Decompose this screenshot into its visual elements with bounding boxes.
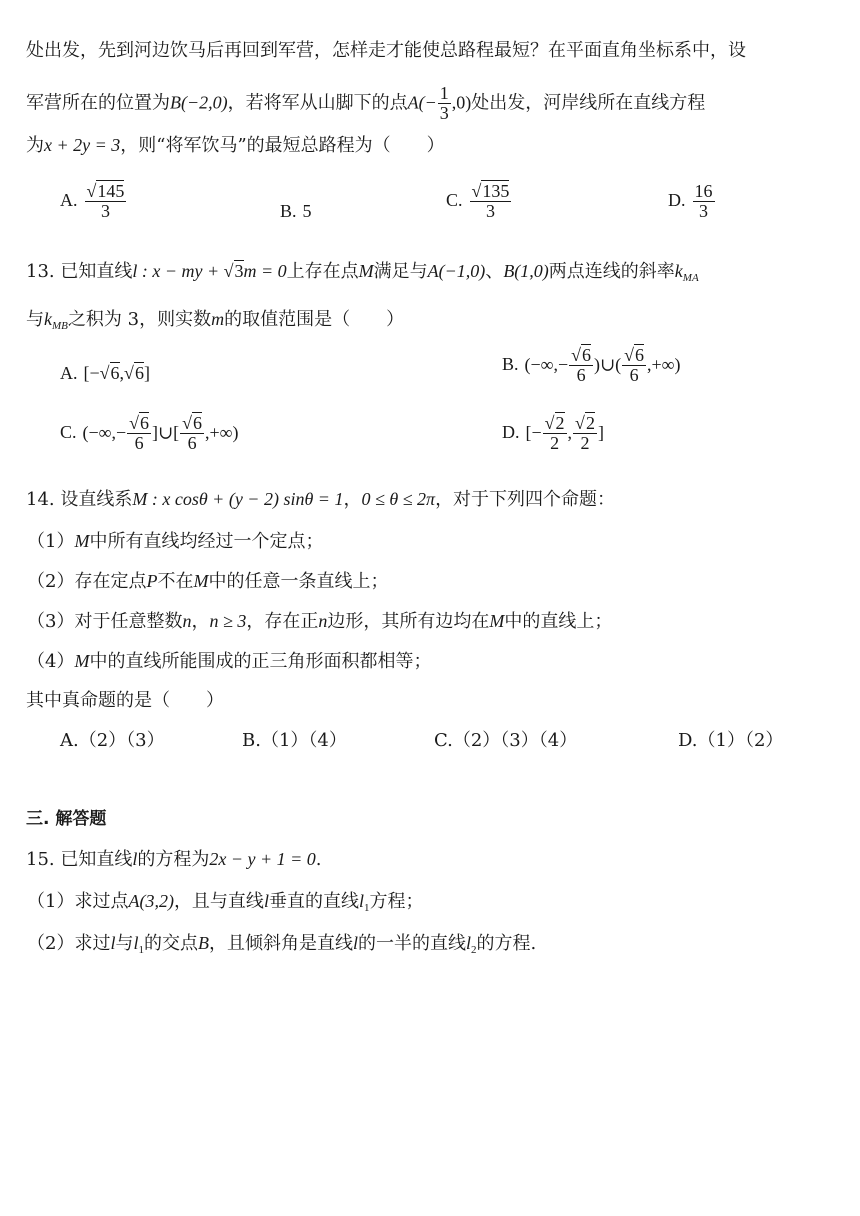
q15-line-1: 15. 已知直线l的方程为2x − y + 1 = 0. [26, 849, 322, 870]
q14-statement-3: （3）对于任意整数n，n ≥ 3，存在正n边形，其所有边均在M中的直线上； [27, 611, 613, 632]
q13-line-2: 与$k_{MB}$之积为 3，则实数m的取值范围是（ ） [26, 309, 405, 332]
q12-option-a[interactable]: A. $\frac{√145}{3}$ [60, 181, 125, 221]
q12-option-b[interactable]: B. 5 [280, 201, 312, 221]
q12-option-d[interactable]: D. $\frac{16}{3}$ [668, 181, 713, 221]
q14-option-a[interactable]: A.（2）（3） [60, 730, 165, 751]
q12-option-c[interactable]: C. $\frac{√135}{3}$ [446, 181, 510, 221]
q14-option-c[interactable]: C.（2）（3）（4） [434, 730, 578, 751]
q13-line-1: 13. 已知直线l : x − my + √3m = 0上存在点M满足与A(−1,0)、B(1,0)两点连线的斜率$k_{MA}$ [26, 261, 699, 284]
section-heading: 三. 解答题 [26, 809, 107, 829]
q15-part-2: （2）求过l与$l_1$的交点B，且倾斜角是直线l的一半的直线$l_2$的方程. [27, 933, 537, 956]
q13-option-c[interactable]: C. (−∞,− $\frac{√6}{6}$ ]∪[ $\frac{√6}{6}$ ,+∞) [60, 413, 239, 453]
q14-statement-4: （4）M中的直线所能围成的正三角形面积都相等； [27, 651, 432, 672]
q14-statement-2: （2）存在定点P不在M中的任意一条直线上； [27, 571, 389, 592]
q14-statement-1: （1）M中所有直线均经过一个定点； [27, 531, 324, 552]
q14-line-1: 14. 设直线系M : x cosθ + (y − 2) sinθ = 1，0 ≤ θ ≤ 2π，对于下列四个命题： [26, 489, 616, 510]
q12-line-3: 为x + 2y = 3，则“将军饮马”的最短总路程为（ ） [26, 135, 445, 156]
q15-part-1: （1）求过点A(3,2)，且与直线l垂直的直线$l_1$方程； [27, 891, 424, 914]
q14-option-b[interactable]: B.（1）（4） [242, 730, 347, 751]
q14-question: 其中真命题的是（ ） [26, 690, 224, 711]
q13-option-d[interactable]: D. [− $\frac{√2}{2}$ , $\frac{√2}{2}$ ] [502, 413, 604, 453]
q12-line-1: 处出发，先到河边饮马后再回到军营，怎样走才能使总路程最短？在平面直角坐标系中，设 [26, 40, 746, 61]
q13-option-a[interactable]: A. [−√6,√6] [60, 363, 150, 383]
q13-option-b[interactable]: B. (−∞,− $\frac{√6}{6}$ )∪( $\frac{√6}{6}$ ,+∞) [502, 345, 681, 385]
q14-option-d[interactable]: D.（1）（2） [678, 730, 784, 751]
q12-line-2: 军营所在的位置为B(−2,0)，若将军从山脚下的点A(− $\frac{1}{3}$ ,0)处出发，河岸线所在直线方程 [26, 83, 706, 123]
